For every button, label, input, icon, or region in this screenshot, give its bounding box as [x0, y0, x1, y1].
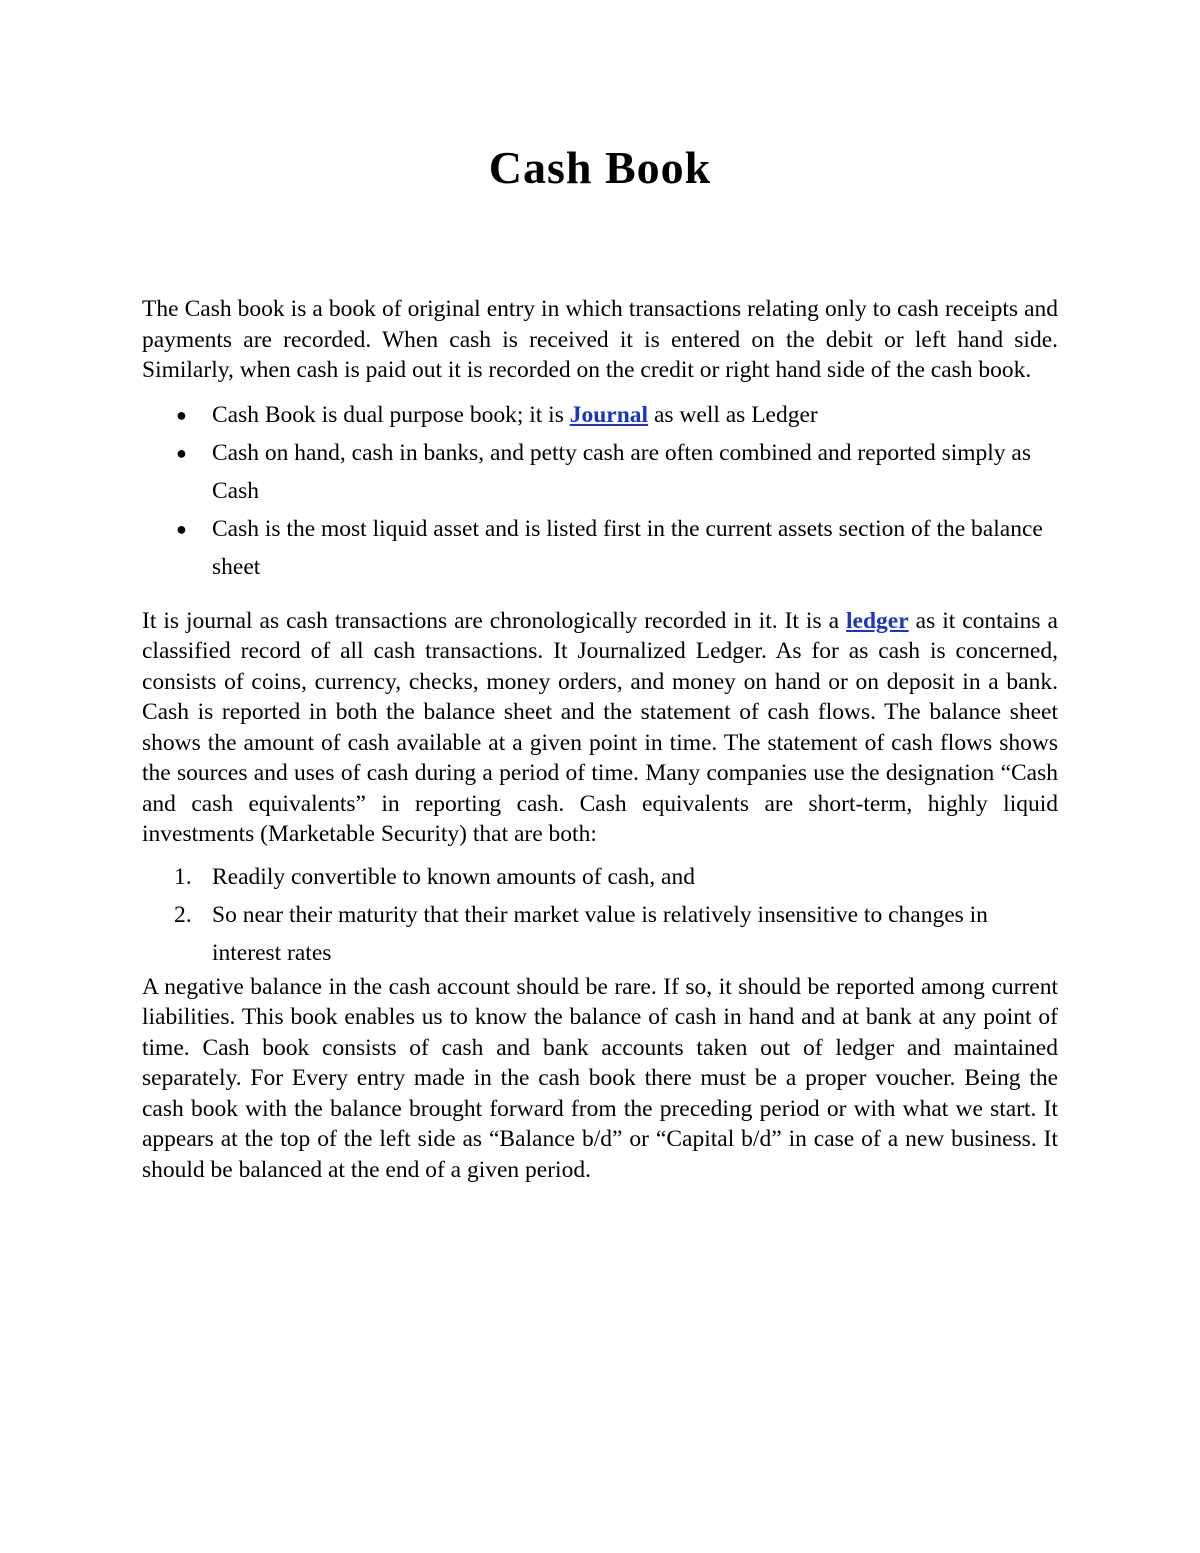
- intro-paragraph: The Cash book is a book of original entry in which transactions relating only to cash receipts and payments are recorded. When cash is received it is entered on the debit or left hand side. Similarly, when cash is paid out it is recorded on the credit or right hand side of the cash book.: [142, 296, 1058, 383]
- bullet-icon: ●: [176, 518, 187, 539]
- document-body: [142, 140, 1058, 1185]
- bullet-text: Cash is the most liquid asset and is listed first in the current assets section of the balance sheet: [212, 515, 1043, 580]
- numbered-list: [142, 858, 1058, 972]
- paragraph-text-before: It is journal as cash transactions are chronologically recorded in it. It is a: [142, 607, 847, 634]
- closing-paragraph: A negative balance in the cash account should be rare. If so, it should be reported among current liabilities. This book enables us to know the balance of cash in hand and at bank at any point of time. Cash book consists of cash and bank accounts taken out of ledger and maintained separately. For Every entry made in the cash book there must be a proper voucher. Being the cash book with the balance brought forward from the preceding period or with what we start. It appears at the top of the left side as “Balance b/d” or “Capital b/d” in case of a new business. It should be balanced at the end of a given period.: [142, 973, 1058, 1183]
- paragraph-text-after: as it contains a classified record of all cash transactions. It Journalized Ledger. As for as cash is concerned, consists of coins, currency, checks, money orders, and money on hand or on deposit in a bank. Cash is reported in both the balance sheet and the statement of cash flows. The balance sheet shows the amount of cash available at a given point in time. The statement of cash flows shows the sources and uses of cash during a period of time. Many companies use the designation “Cash and cash equivalents” in reporting cash. Cash equivalents are short-term, highly liquid investments (Marketable Security) that are both:: [142, 607, 1058, 847]
- bullet-text: Cash on hand, cash in banks, and petty cash are often combined and reported simply as Cash: [212, 439, 1032, 504]
- bullet-list: [142, 396, 1058, 586]
- numbered-item-text: Readily convertible to known amounts of cash, and: [212, 863, 695, 890]
- bullet-text-after: as well as Ledger: [648, 401, 818, 428]
- ledger-link[interactable]: ledger: [846, 607, 909, 634]
- numbered-item: [142, 896, 1058, 972]
- numbered-item-text: So near their maturity that their market value is relatively insensitive to changes in interest rates: [212, 901, 988, 966]
- document-title: Cash Book: [488, 142, 712, 193]
- list-number: 1.: [174, 863, 192, 890]
- bullet-icon: ●: [176, 404, 187, 425]
- bullet-item: [142, 396, 1058, 434]
- bullet-text-before: Cash Book is dual purpose book; it is: [212, 401, 570, 428]
- bullet-icon: ●: [176, 442, 187, 463]
- journal-link[interactable]: Journal: [569, 401, 649, 428]
- numbered-item: [142, 858, 1058, 896]
- bullet-item: [142, 510, 1058, 586]
- body-paragraph: [142, 606, 1058, 850]
- list-number: 2.: [174, 901, 192, 928]
- bullet-item: [142, 434, 1058, 510]
